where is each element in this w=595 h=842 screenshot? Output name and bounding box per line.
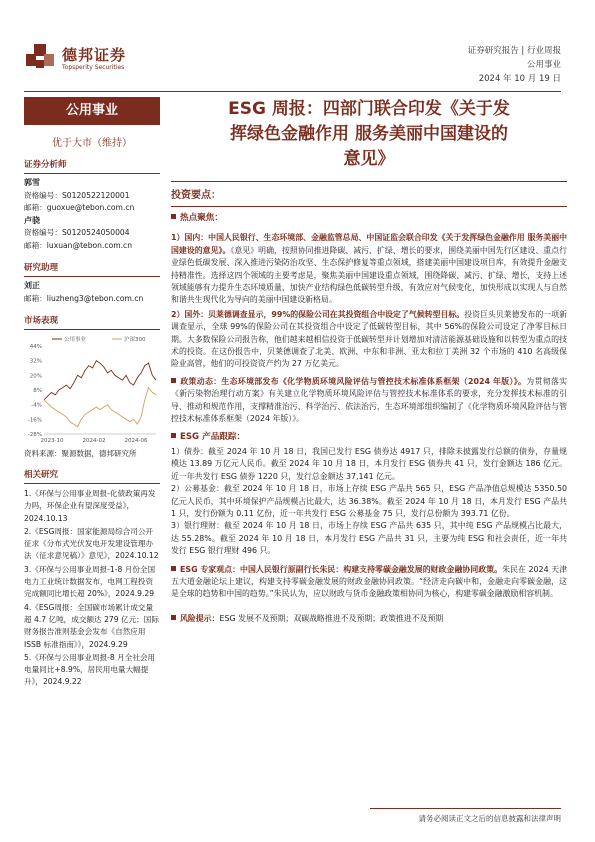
x-tick-label: 2024-06 bbox=[124, 438, 148, 444]
series-line bbox=[44, 361, 156, 400]
bullet-label: ESG 产品跟踪： bbox=[180, 431, 246, 442]
title-line: 挥绿色金融作用 服务美丽中国建设的 bbox=[230, 124, 508, 144]
bullet-square-icon bbox=[171, 378, 176, 383]
report-title bbox=[171, 97, 567, 172]
bullet-risk bbox=[171, 613, 567, 625]
bullet-square-icon bbox=[171, 433, 176, 438]
related-item[interactable]: 1.《环保与公用事业周报-化债政策再发力吗，环保企业有望深度受益》，2024.10.13 bbox=[24, 489, 156, 523]
analyst-name: 郭雪 bbox=[24, 178, 40, 187]
x-tick-label: 2023-10 bbox=[40, 438, 64, 444]
paragraph-foreign bbox=[171, 309, 567, 371]
para-highlight: 风险提示： bbox=[180, 613, 220, 623]
title-line: ESG 周报：四部门联合印发《关于发 bbox=[228, 99, 510, 119]
related-item[interactable]: 2.《ESG周报：国家能源局综合司公开征求《分布式光伏发电开发建设管理办法（征求意见稿）》意见》，2024.10.12 bbox=[24, 526, 159, 561]
assistant-email[interactable]: 邮箱：liuzheng3@tebon.com.cn bbox=[24, 293, 144, 303]
bullet-square-icon bbox=[171, 214, 176, 219]
legend-label: 沪深300 bbox=[124, 337, 146, 343]
header-industry: 公用事业 bbox=[526, 60, 561, 70]
legend-label: 公用事业 bbox=[64, 337, 87, 343]
assistant-heading: 研究助理 bbox=[24, 261, 160, 277]
analyst-cert: 资格编号：S0120522120001 bbox=[24, 190, 130, 200]
y-tick-label: 32% bbox=[29, 358, 42, 365]
y-tick-label: -28% bbox=[27, 432, 42, 438]
para-text: 为贯彻落实《新污染物治理行动方案》有关建立化学物质环境风险评估与管控技术标准体系的要求，充分发挥技术标准的引导、推动和规范作用，支撑精准治污、科学治污、依法治污，生态环境部组织编制了《化学物质环境风险评估与管控技术标准体系框架（2024 年版）》。 bbox=[171, 376, 567, 424]
para-text: 朱民在 2024 天津五大道金融论坛上建议，构建支持零碳金融发展的财政金融协同政策。“经济走向碳中和，金融走向零碳金融，这是全球的趋势和中国的趋势。”朱民认为，应以财政与货币金融政策相协同为核心，构建零碳金融激励相容机制。 bbox=[171, 564, 567, 599]
para-highlight: 2）国外：贝莱德调查显示，99%的保险公司在其投资组合中设定了气候转型目标。 bbox=[171, 309, 465, 319]
footer-disclaimer[interactable]: 请务必阅读正文之后的信息披露和法律声明 bbox=[418, 814, 561, 823]
rating: 优于大市（维持） bbox=[52, 138, 132, 149]
paragraph-funds: 2）公募基金：截至 2024 年 10 月 18 日，市场上存续 ESG 产品共 565 只，ESG 产品净值总规模达 5350.50 亿元人民币，其中环境保护产品规模占比最大，达 36.38%。截至 2024 年 10 月 18 日，本月发行 ESG 产品共 1 只，发行份额为 0.11 亿份，近一年共发行 ESG 公募基金 75 只，发行总份额为 393.71 亿份。 bbox=[171, 484, 567, 518]
x-tick-label: 2024-02 bbox=[82, 438, 106, 444]
para-text: 《意见》明确，按照协同推进降碳、减污、扩绿、增长的要求，围绕美丽中国先行区建设、重点行业绿色低碳发展、深入推进污染防治攻坚、生态保护修复等重点领域，搭建美丽中国建设项目库，有效提升金融支持精准性。选择这四个领域的主要考虑是，聚焦美丽中国建设重点领域，围绕降碳、减污、扩绿、增长，支持上述领域能够有力提升生态环境质量，加快产业结构绿色低碳转型升级，有效应对气候变化，加快形成以实现人与自然和谐共生现代化为导向的美丽中国建设新格局。 bbox=[171, 245, 567, 305]
analyst-block bbox=[24, 177, 160, 252]
y-tick-label: -16% bbox=[27, 417, 42, 424]
bullet-square-icon bbox=[171, 615, 176, 620]
analyst-email[interactable]: 邮箱：luxuan@tebon.com.cn bbox=[24, 240, 133, 250]
sector-badge: 公用事业 bbox=[24, 97, 160, 125]
bullet-policy bbox=[171, 376, 567, 426]
paragraph-domestic bbox=[171, 232, 567, 306]
assistant-name: 刘正 bbox=[24, 281, 40, 290]
title-line: 意见》 bbox=[343, 149, 395, 169]
para-text: ESG 发展不及预期；双碳战略推进不及预期；政策推进不及预期 bbox=[219, 613, 444, 623]
market-chart bbox=[24, 334, 160, 446]
bullet-label: 热点聚焦： bbox=[180, 213, 223, 223]
header-divider bbox=[24, 91, 561, 92]
para-highlight: 1）国内：中国人民银行、生态环境部、金融监管总局、中国证监会联合印发《关于发挥绿色金融作用 服务美丽中国建设的意见》。 bbox=[171, 233, 567, 255]
key-points-divider bbox=[171, 206, 567, 207]
header-meta bbox=[468, 44, 561, 86]
paragraph-bonds: 1）债券：截至 2024 年 10 月 18 日，我国已发行 ESG 债券达 4917 只，排除未披露发行总额的债券，存量规模达 13.89 万亿元人民币。截至 2024 年 10 月 18 日，本月发行 ESG 债券共 41 只，发行金额达 186 亿元。近一年共发行 ESG 债券 1220 只，发行总金额达 37,141 亿元。 bbox=[171, 446, 567, 481]
report-date: 2024 年 10 月 19 日 bbox=[478, 74, 561, 84]
para-highlight: 政策动态：生态环境部发布《化学物质环境风险评估与管控技术标准体系框架（2024 年版）》。 bbox=[180, 376, 527, 386]
bullet-hot-topics bbox=[171, 212, 567, 224]
company-logo bbox=[24, 40, 159, 76]
market-chart-svg bbox=[24, 334, 160, 446]
key-points-body bbox=[171, 212, 567, 625]
y-tick-label: -4% bbox=[31, 402, 42, 409]
market-heading: 市场表现 bbox=[24, 314, 160, 330]
logo-english: Topsperity Securities bbox=[62, 64, 125, 71]
y-tick-label: 44% bbox=[29, 344, 42, 350]
related-heading: 相关研究 bbox=[24, 468, 160, 484]
bullet-esg-products bbox=[171, 431, 567, 443]
para-highlight: ESG 专家观点：中国人民银行原副行长朱民：构建支持零碳金融发展的财政金融协同政策。 bbox=[180, 564, 503, 574]
para-text: 投资巨头贝莱德发布的一项新调查显示，全球 99%的保险公司在其投资组合中设定了低碳转型目标，其中 56%的保险公司设定了净零目标日期。大多数保险公司报告称，他们越来越相信投资于低碳转型并计划增加对清洁能源基础设施和以转型为重点的技术的投资。在这份报告中，贝莱德调查了北美、欧洲、中东和非洲、亚太和拉丁美洲 32 个市场的 410 名高级保险业高管，他们的可投资资产约为 27 万亿美元。 bbox=[171, 309, 567, 369]
analyst-heading: 证券分析师 bbox=[24, 158, 160, 174]
related-list bbox=[24, 488, 160, 689]
left-sidebar bbox=[24, 97, 160, 690]
main-content bbox=[171, 97, 567, 625]
related-item[interactable]: 4.《ESG周报：全国碳市场累计成交量超 4.7 亿吨，成交额达 279 亿元；国际财务报告准则基金会发布《自然应用 ISSB 标准指南》》，2024.9.29 bbox=[24, 602, 159, 649]
logo-chinese: 德邦证券 bbox=[62, 46, 127, 64]
related-item[interactable]: 5.《环保与公用事业周报-8 月全社会用电量同比+8.9%，居民用电量大幅提升》，2024.9.22 bbox=[24, 652, 156, 687]
related-item[interactable]: 3.《环保与公用事业周报-1-8 月份全国电力工业统计数据发布，电网工程投资完成额同比增长超 20%》，2024.9.29 bbox=[24, 564, 156, 599]
bullet-expert bbox=[171, 564, 567, 601]
analyst-name: 卢骁 bbox=[24, 215, 40, 225]
footer-divider bbox=[370, 808, 561, 809]
key-points-heading: 投资要点： bbox=[171, 181, 567, 201]
report-type: 证券研究报告 | 行业周报 bbox=[467, 46, 561, 56]
analyst-cert: 资格编号：S0120524050004 bbox=[24, 228, 130, 237]
logo-mark-icon bbox=[24, 40, 58, 72]
paragraph-wealth: 3）银行理财：截至 2024 年 10 月 18 日，市场上存续 ESG 产品共 635 只，其中纯 ESG 产品规模占比最大，达 55.28%。截至 2024 年 10 月 18 日，本月发行 ESG 产品共 31 只，主要为纯 ESG 和社会责任，近一年共发行 ESG 银行理财 496 只。 bbox=[171, 521, 567, 556]
y-tick-label: 8% bbox=[33, 388, 42, 394]
chart-source: 资料来源：聚源数据，德邦研究所 bbox=[24, 449, 137, 458]
assistant-block bbox=[24, 280, 160, 305]
y-tick-label: 20% bbox=[29, 373, 42, 380]
series-line bbox=[44, 388, 156, 427]
bullet-square-icon bbox=[171, 566, 176, 571]
analyst-email[interactable]: 邮箱：guoxue@tebon.com.cn bbox=[24, 203, 135, 212]
